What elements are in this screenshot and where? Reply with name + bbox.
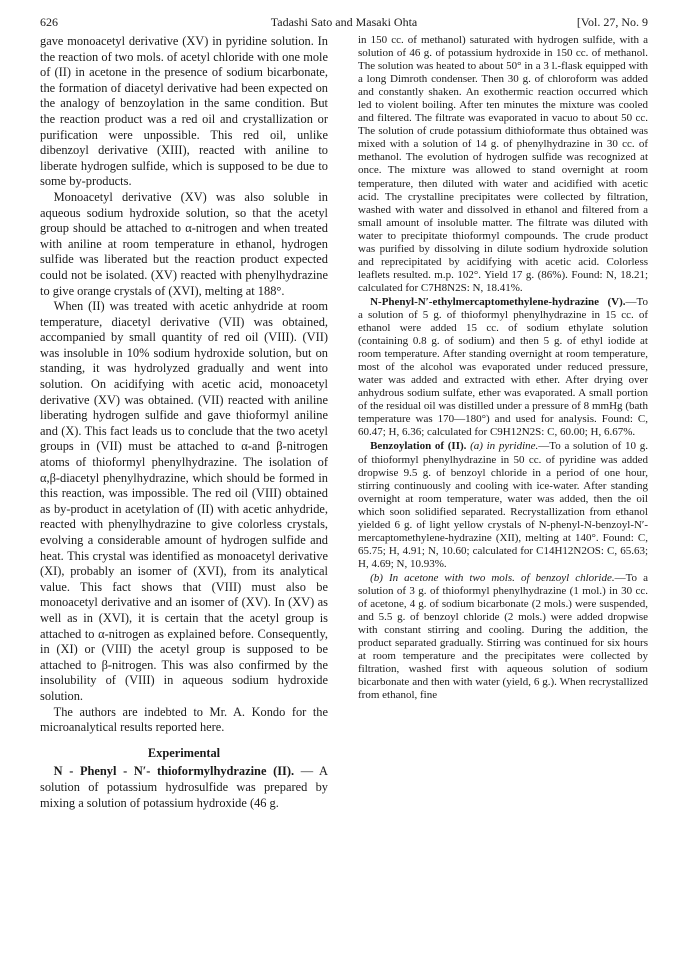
compound-heading: N - Phenyl - N′- thioformylhydrazine (II). <box>53 764 295 779</box>
paragraph-text: — A solution of potassium hydrosulfide was prepared by mixing a solution of potassium hydroxide (46 g. <box>40 764 328 810</box>
paragraph: gave monoacetyl derivative (XV) in pyridine solution. In the reaction of two mols. of acetyl chloride with one mole of (II) in acetone in the presence of sodium bicarbonate, the formation of diacetyl derivative had been expected on the analogy of benzoylation in the same condition. But the reaction product was a red oil and crystallization or purification were unpossible. This red oil, unlike dibenzoyl derivative (XIII), reacted with aniline to liberate hydrogen sulfide, which is supposed to be due to some by-products. <box>40 34 328 189</box>
paragraph <box>358 572 648 702</box>
sub-heading: (a) in pyridine. <box>466 440 539 453</box>
compound-heading: N-Phenyl-N′-ethylmercaptomethylene-hydrazine (V). <box>370 295 626 308</box>
paragraph <box>40 764 328 811</box>
running-title: Tadashi Sato and Masaki Ohta <box>270 15 418 29</box>
paragraph-text: —To a solution of 3 g. of thioformyl phenylhydrazine (1 mol.) in 30 cc. of acetone, 4 g. of sodium bicarbonate (2 mols.) were suspended, and 5.5 g. of benzoyl chloride (2 mols.) were added dropwise with constant stirring and cooling. During the addition, the product separated gradually. Stirring was continued for six hours at room temperature and the precipitates were collected by filtration, washed first with aqueous solution of sodium bicarbonate and then with water (yield, 6 g.). When recrystallized from ethanol, fine <box>358 571 648 702</box>
paragraph: in 150 cc. of methanol) saturated with hydrogen sulfide, with a solution of 46 g. of potassium hydroxide in 150 cc. of methanol. The solution was heated to about 50° in a 3 l.-flask equipped with a long Dimroth condenser. Then 30 g. of chloroform was added and constantly shaken. An exothermic reaction occurred which led to violent boiling. After ten minutes the mixture was cooled and filtered. The filtrate was evaporated in vacuo to about 50 cc. The solution of crude potassium dithioformate thus obtained was mixed with a solution of 14 g. of phenylhydrazine in 30 cc. of methanol. The evolution of hydrogen sulfide was recognized at once. The mixture was allowed to stand overnight at room temperature, then diluted with water and acidified with acetic acid. The crystalline precipitates were collected by filtration, washed with water and dissolved in ethanol and filtered from a small amount of insoluble matter. The filtrate was diluted with water to precipitate thioformyl compounds. The crude product was purified by dissolving in dilute sodium hydroxide solution and reprecipitated by acidifying with acetic acid. Colorless leaflets resulted. m.p. 102°. Yield 17 g. (86%). Found: N, 18.21; calculated for C7H8N2S: N, 18.41%. <box>358 34 648 294</box>
section-heading-experimental: Experimental <box>147 745 221 760</box>
acknowledgement: The authors are indebted to Mr. A. Kondo for the microanalytical results reported here. <box>40 704 328 735</box>
left-column <box>40 34 328 811</box>
paragraph: Monoacetyl derivative (XV) was also soluble in aqueous sodium hydroxide solution, so that the acetyl group should be attached to α-nitrogen and when treated with aniline at room temperature in ethanol, hydrogen sulfide was liberated but the reaction product expected could not be isolated. (XV) reacted with phenylhydrazine to give orange crystals of (XVI), melting at 188°. <box>40 189 328 298</box>
running-header <box>40 14 648 30</box>
paragraph <box>358 296 648 440</box>
paragraph <box>358 440 648 570</box>
compound-heading: Benzoylation of (II). <box>370 440 467 453</box>
paragraph-text: —To a solution of 5 g. of thioformyl phenylhydrazine in 15 cc. of ethanol were added 15 cc. of sodium ethylate solution (containing 0.8 g. of sodium) and then 5 g. of ethyl iodide at room temperature. After standing overnight at room temperature, most of the alcohol was evaporated under reduced pressure, water was added and extracted with ether. After drying over anhydrous sodium sulfate, ether was evaporated. A small portion of the residual oil was distilled under a pressure of 8 mmHg (bath temperature was 170—180°) and used for analysis. Found: C, 60.47; H, 6.36; calculated for C9H12N2S: C, 60.00; H, 6.67%. <box>358 295 648 439</box>
sub-heading: (b) In acetone with two mols. of benzoyl chloride. <box>370 571 615 584</box>
right-column <box>358 34 648 702</box>
volume-info: [Vol. 27, No. 9 <box>576 15 648 29</box>
paragraph-text: —To a solution of 10 g. of thioformyl phenylhydrazine in 50 cc. of pyridine was added dropwise 9.5 g. of benzoyl chloride in a period of one hour, stirring continuously and cooling with ice-water. After standing overnight at room temperature, water was added, then the oil which soon solidified separated. Recrystallization from ethanol yielded 6 g. of light yellow crystals of N-phenyl-N-benzoyl-N′-mercaptomethylene-hydrazine (XII), melting at 140°. Found: C, 65.75; H, 4.91; N, 10.60; calculated for C14H12N2OS: C, 65.63; H, 4.69; N, 10.93%. <box>358 440 648 570</box>
paragraph: When (II) was treated with acetic anhydride at room temperature, diacetyl derivative (VII) was obtained, accompanied by small quantity of red oil (VIII). (VII) was insoluble in 10% sodium hydroxide solution, but on standing, it was hydrolyzed gradually and went into solution. On acidifying with acetic acid, monoacetyl derivative (XV) was obtained. (VII) reacted with aniline liberating hydrogen sulfide and gave thioformyl aniline and (X). This fact leads us to conclude that the two acetyl groups in (VII) must be attached to α-and β-nitrogen atoms of thioformyl phenylhydrazine. The isolation of α,β-diacetyl phenylhydrazine, which should be formed in this reaction, was impossible. The red oil (VIII) obtained as by-product in acetylation of (II) with acetic anhydride, reacted with phenylhydrazine to give colorless crystals, evolving a considerable amount of hydrogen sulfide and heat. This crystal was identified as monoacetyl derivative (XI), probably an isomer of (XVI), from its analytical value. This fact shows that (VIII) must also be monoacetyl derivative and an isomer of (XV). In (XV) as well as in (XVI), it is certain that the acetyl group is attached to α-nitrogen as explained before. Consequently, in (XI) or (VIII) the acetyl group is supposed to be attached to β-nitrogen. This was also confirmed by the insolubility of (VIII) in aqueous sodium hydroxide solution. <box>40 299 328 703</box>
page-number: 626 <box>40 15 58 29</box>
